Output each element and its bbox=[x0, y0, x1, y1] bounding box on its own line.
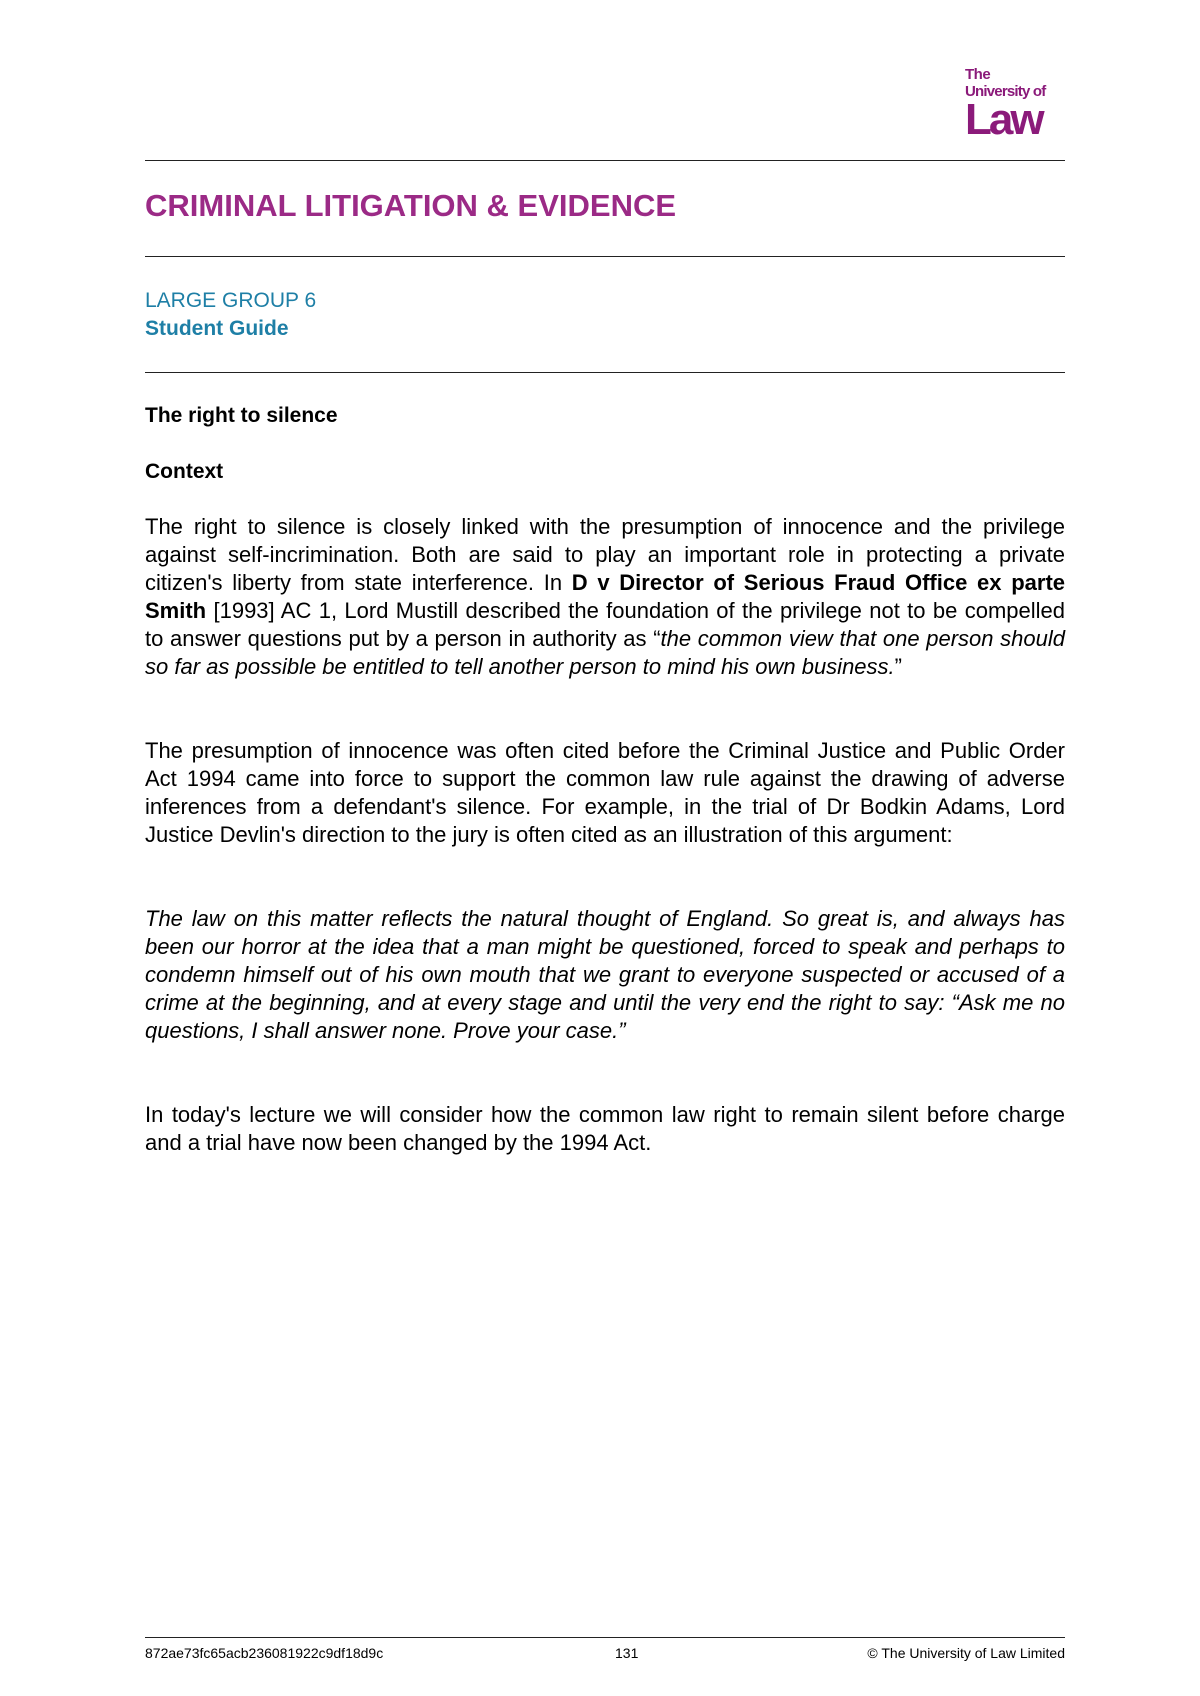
university-of-law-logo bbox=[965, 66, 1065, 144]
paragraph-1-text-a: The right to silence is closely linked with the presumption of innocence and the privilege against self-incrimination. Both are said to play an important role in protecting a private citizen's liberty from state interference. In bbox=[145, 514, 1065, 595]
mustill-quote: the common view that one person should so far as possible be entitled to tell another person to mind his own business. bbox=[145, 626, 1066, 679]
devlin-quote-paragraph: The law on this matter reflects the natural thought of England. So great is, and always has been our horror at the idea that a man might be questioned, forced to speak and perhaps to condemn himself out of his own mouth that we grant to everyone suspected or accused of a crime at the beginning, and at every stage and until the very end the right to say: “Ask me no questions, I shall answer none. Prove your case.” bbox=[145, 906, 1065, 1043]
paragraph-1-text-c: ” bbox=[894, 654, 902, 679]
case-citation: D v Director of Serious Fraud Office ex parte Smith bbox=[145, 570, 1066, 623]
header-rule-middle bbox=[145, 256, 1065, 257]
header-rule-bottom bbox=[145, 372, 1065, 373]
group-label: LARGE GROUP 6 bbox=[145, 289, 317, 312]
footer-page-number: 131 bbox=[615, 1645, 639, 1661]
paragraph-1-text-b: [1993] AC 1, Lord Mustill described the foundation of the privilege not to be compelled to answer questions put by a person in authority as “ bbox=[145, 598, 1065, 651]
logo-line-1: The bbox=[965, 66, 991, 83]
paragraph-4: In today's lecture we will consider how the common law right to remain silent before charge and a trial have now been changed by the 1994 Act. bbox=[145, 1102, 1065, 1155]
footer-copyright: © The University of Law Limited bbox=[867, 1645, 1065, 1661]
page-title: CRIMINAL LITIGATION & EVIDENCE bbox=[145, 188, 677, 223]
footer-doc-id: 872ae73fc65acb236081922c9df18d9c bbox=[145, 1645, 384, 1661]
paragraph-1 bbox=[145, 513, 1065, 681]
paragraph-2: The presumption of innocence was often cited before the Criminal Justice and Public Order Act 1994 came into force to support the common law rule against the drawing of adverse inferences from a defendant's silence. For example, in the trial of Dr Bodkin Adams, Lord Justice Devlin's direction to the jury is often cited as an illustration of this argument: bbox=[145, 738, 1065, 847]
section-heading: The right to silence bbox=[145, 404, 338, 427]
header-rule-top bbox=[145, 160, 1065, 161]
logo-line-3: Law bbox=[965, 95, 1042, 144]
guide-label: Student Guide bbox=[145, 317, 289, 340]
footer-rule bbox=[145, 1637, 1065, 1638]
context-heading: Context bbox=[145, 460, 224, 483]
logo-line-2: University of bbox=[965, 83, 1046, 100]
